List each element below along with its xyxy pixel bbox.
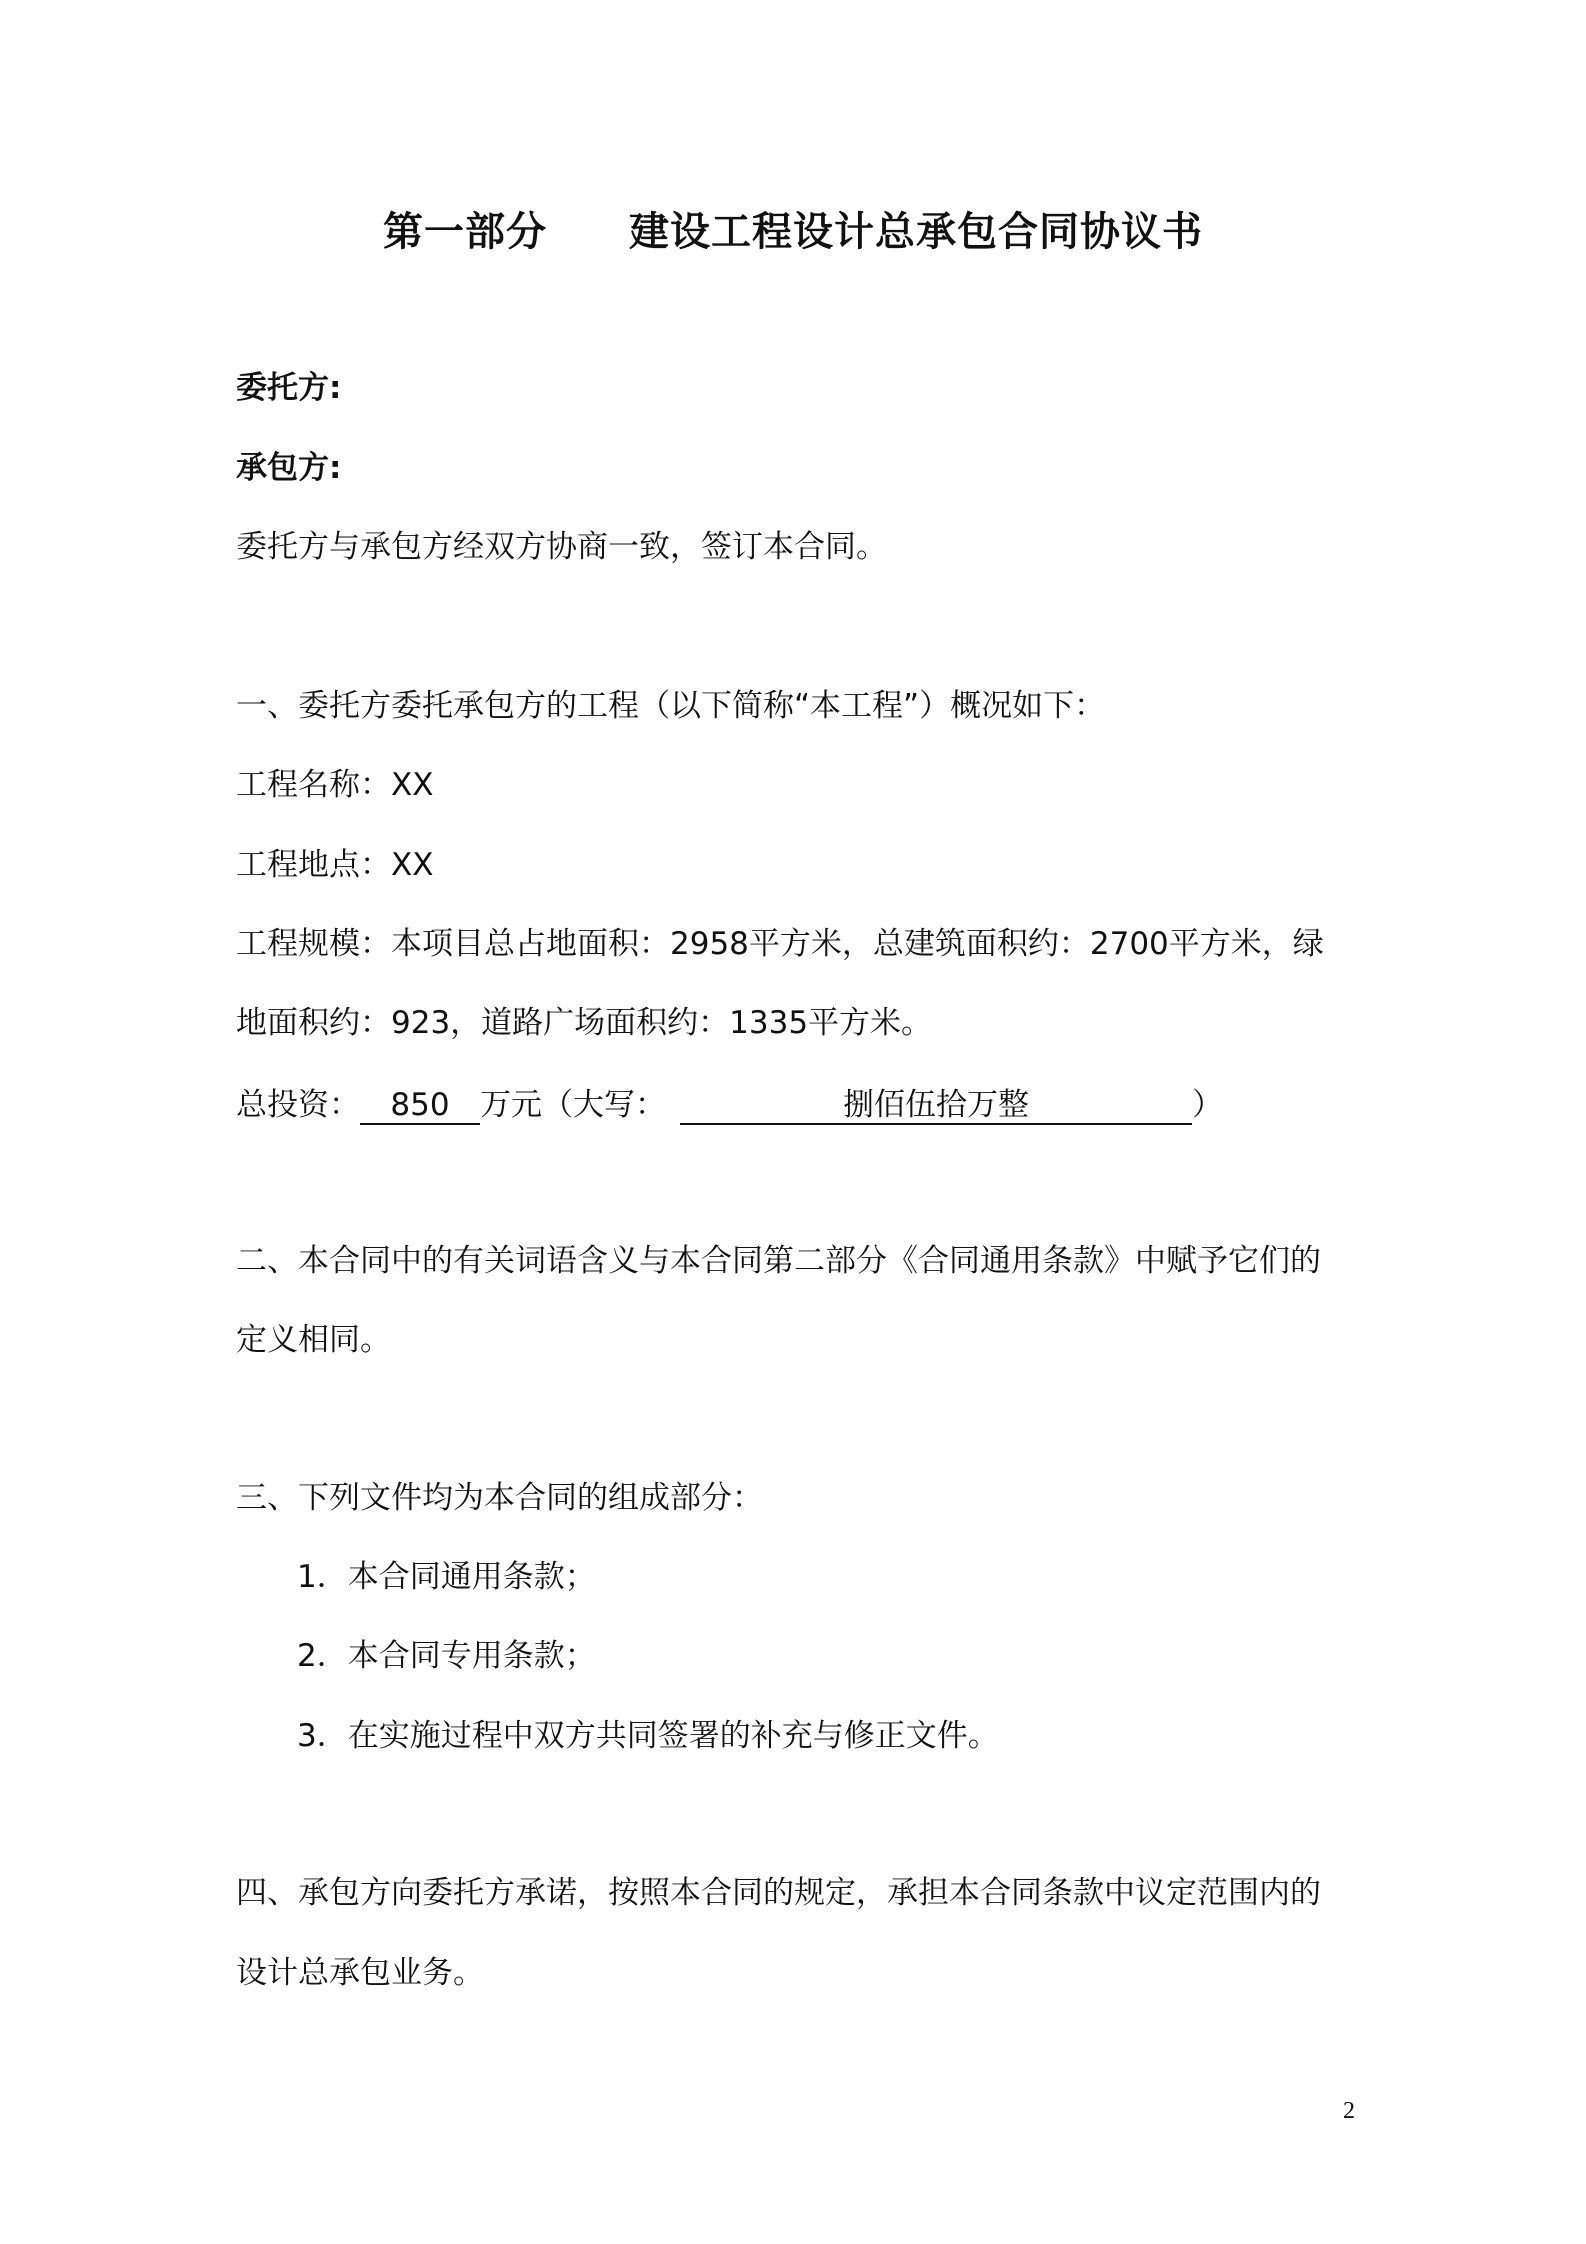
project-name: 工程名称：XX	[236, 767, 434, 803]
list-item: 1．本合同通用条款；	[297, 1559, 596, 1595]
investment-unit: 万元（大写：	[480, 1087, 666, 1123]
document-title: 第一部分 建设工程设计总承包合同协议书	[383, 209, 1203, 255]
section2-line1: 二、本合同中的有关词语含义与本合同第二部分《合同通用条款》中赋予它们的	[236, 1243, 1321, 1279]
contractor-label: 承包方:	[236, 450, 342, 486]
list-item: 2．本合同专用条款；	[297, 1638, 596, 1674]
project-location: 工程地点：XX	[236, 847, 434, 883]
investment-line	[236, 1085, 1223, 1125]
section3-heading: 三、下列文件均为本合同的组成部分：	[236, 1480, 763, 1516]
investment-words: 捌佰伍拾万整	[680, 1087, 1192, 1125]
section2-line2: 定义相同。	[236, 1322, 391, 1358]
project-scale-line2: 地面积约：923，道路广场面积约：1335平方米。	[236, 1005, 933, 1041]
investment-value: 850	[360, 1087, 480, 1125]
section4-line1: 四、承包方向委托方承诺，按照本合同的规定，承担本合同条款中议定范围内的	[236, 1875, 1321, 1911]
investment-close: ）	[1192, 1087, 1223, 1123]
investment-label: 总投资：	[236, 1087, 360, 1123]
list-item: 3．在实施过程中双方共同签署的补充与修正文件。	[297, 1718, 999, 1754]
intro-text: 委托方与承包方经双方协商一致，签订本合同。	[236, 529, 887, 565]
page-number: 2	[1343, 2098, 1355, 2124]
project-scale-line1: 工程规模：本项目总占地面积：2958平方米，总建筑面积约：2700平方米，绿	[236, 926, 1324, 962]
client-label: 委托方:	[236, 370, 342, 406]
section4-line2: 设计总承包业务。	[236, 1955, 484, 1991]
section1-heading: 一、委托方委托承包方的工程（以下简称“本工程”）概况如下：	[236, 688, 1106, 724]
